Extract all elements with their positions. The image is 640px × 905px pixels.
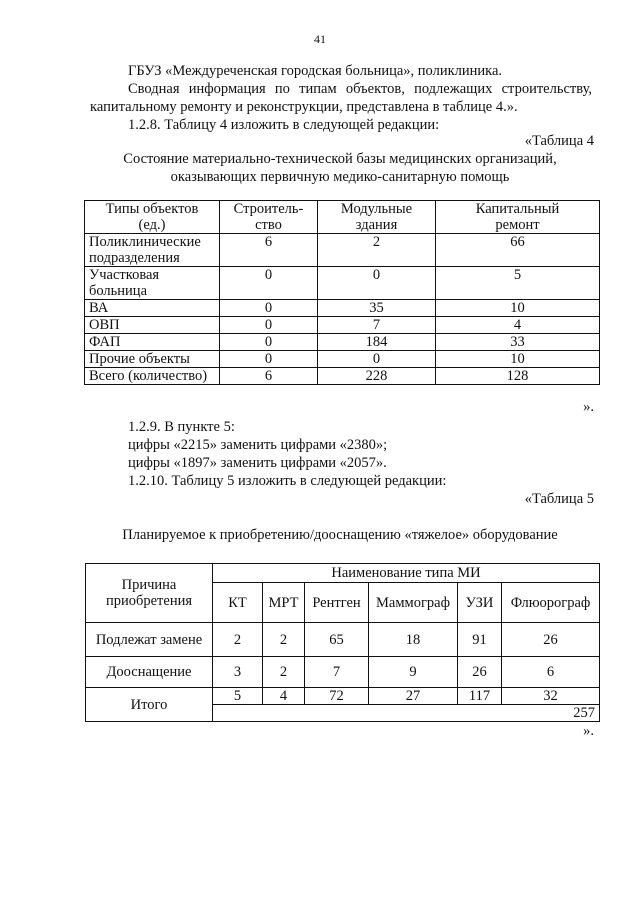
cell-construction: 0 bbox=[220, 267, 318, 300]
cell-value: 2 bbox=[263, 623, 305, 657]
column-header-mammograph: Маммограф bbox=[369, 583, 458, 623]
cell-repair: 128 bbox=[436, 368, 600, 385]
cell-value: 26 bbox=[458, 657, 502, 688]
cell-construction: 6 bbox=[220, 234, 318, 267]
table4-header-types: Типы объектов (ед.) bbox=[85, 201, 220, 234]
cell-value: 65 bbox=[305, 623, 369, 657]
page-number: 41 bbox=[314, 32, 326, 46]
cell-construction: 0 bbox=[220, 351, 318, 368]
table4 bbox=[84, 200, 600, 385]
table4-header-modular: Модульные здания bbox=[318, 201, 436, 234]
row-name: ВА bbox=[85, 300, 220, 317]
cell-modular: 0 bbox=[318, 267, 436, 300]
row-reason: Подлежат замене bbox=[86, 623, 213, 657]
replacement-2: цифры «1897» заменить цифрами «2057». bbox=[128, 455, 387, 471]
cell-repair: 10 bbox=[436, 300, 600, 317]
cell-modular: 35 bbox=[318, 300, 436, 317]
cell-value: 91 bbox=[458, 623, 502, 657]
total-value: 117 bbox=[458, 688, 502, 705]
cell-value: 18 bbox=[369, 623, 458, 657]
row-name: Поликлинические подразделения bbox=[85, 234, 220, 267]
column-header-ultrasound: УЗИ bbox=[458, 583, 502, 623]
cell-construction: 0 bbox=[220, 300, 318, 317]
table4-label: «Таблица 4 bbox=[524, 133, 594, 149]
table-row bbox=[85, 234, 600, 267]
total-value: 4 bbox=[263, 688, 305, 705]
row-name: Всего (количество) bbox=[85, 368, 220, 385]
cell-modular: 184 bbox=[318, 334, 436, 351]
total-value: 27 bbox=[369, 688, 458, 705]
cell-value: 7 bbox=[305, 657, 369, 688]
column-header-kt: КТ bbox=[213, 583, 263, 623]
column-header-xray: Рентген bbox=[305, 583, 369, 623]
table5 bbox=[85, 563, 600, 722]
table4-header-construction: Строитель- ство bbox=[220, 201, 318, 234]
item-1-2-8: 1.2.8. Таблицу 4 изложить в следующей редакции: bbox=[128, 117, 440, 133]
column-header-mrt: МРТ bbox=[263, 583, 305, 623]
row-reason: Дооснащение bbox=[86, 657, 213, 688]
total-value: 72 bbox=[305, 688, 369, 705]
table-total-row bbox=[85, 368, 600, 385]
replacement-1: цифры «2215» заменить цифрами «2380»; bbox=[128, 437, 388, 453]
cell-modular: 0 bbox=[318, 351, 436, 368]
table4-closing: ». bbox=[583, 399, 594, 415]
table5-title: Планируемое к приобретению/дооснащению «тяжелое» оборудование bbox=[122, 527, 558, 543]
row-name: ФАП bbox=[85, 334, 220, 351]
item-1-2-9: 1.2.9. В пункте 5: bbox=[128, 419, 235, 435]
total-value: 5 bbox=[213, 688, 263, 705]
item-1-2-10: 1.2.10. Таблицу 5 изложить в следующей редакции: bbox=[128, 473, 447, 489]
table4-title-line-1: Состояние материально-технической базы медицинских организаций, bbox=[123, 151, 557, 167]
intro-paragraph-line-1: Сводная информация по типам объектов, подлежащих строительству, bbox=[128, 81, 592, 97]
cell-value: 3 bbox=[213, 657, 263, 688]
total-label: Итого bbox=[86, 688, 213, 722]
intro-paragraph-line-2: капитальному ремонту и реконструкции, представлена в таблице 4.». bbox=[90, 99, 518, 115]
cell-construction: 6 bbox=[220, 368, 318, 385]
row-name: ОВП bbox=[85, 317, 220, 334]
table4-header-repair: Капитальный ремонт bbox=[436, 201, 600, 234]
cell-modular: 7 bbox=[318, 317, 436, 334]
cell-value: 26 bbox=[502, 623, 600, 657]
cell-repair: 10 bbox=[436, 351, 600, 368]
cell-modular: 228 bbox=[318, 368, 436, 385]
cell-value: 9 bbox=[369, 657, 458, 688]
cell-construction: 0 bbox=[220, 334, 318, 351]
table-row bbox=[85, 351, 600, 368]
row-name: Прочие объекты bbox=[85, 351, 220, 368]
cell-value: 2 bbox=[213, 623, 263, 657]
table-row bbox=[86, 623, 600, 657]
cell-construction: 0 bbox=[220, 317, 318, 334]
table-row bbox=[85, 334, 600, 351]
cell-repair: 33 bbox=[436, 334, 600, 351]
table4-title-line-2: оказывающих первичную медико-санитарную помощь bbox=[170, 169, 510, 185]
table-row bbox=[85, 300, 600, 317]
table-row bbox=[85, 267, 600, 300]
cell-modular: 2 bbox=[318, 234, 436, 267]
cell-repair: 5 bbox=[436, 267, 600, 300]
table-row bbox=[86, 657, 600, 688]
cell-value: 6 bbox=[502, 657, 600, 688]
table-total-row bbox=[86, 688, 600, 705]
table5-closing: ». bbox=[583, 723, 594, 739]
table5-header-group: Наименование типа МИ bbox=[213, 564, 600, 583]
table4-header-row bbox=[85, 201, 600, 234]
intro-line: ГБУЗ «Междуреченская городская больница», поликлиника. bbox=[128, 63, 503, 79]
table5-header-reason: Причина приобретения bbox=[86, 564, 213, 623]
cell-value: 2 bbox=[263, 657, 305, 688]
cell-repair: 4 bbox=[436, 317, 600, 334]
table-row bbox=[85, 317, 600, 334]
total-value: 32 bbox=[502, 688, 600, 705]
table5-group-header-row bbox=[86, 564, 600, 583]
cell-repair: 66 bbox=[436, 234, 600, 267]
table5-label: «Таблица 5 bbox=[524, 491, 594, 507]
grand-total: 257 bbox=[213, 705, 600, 722]
column-header-fluorograph: Флюорограф bbox=[502, 583, 600, 623]
row-name: Участковая больница bbox=[85, 267, 220, 300]
